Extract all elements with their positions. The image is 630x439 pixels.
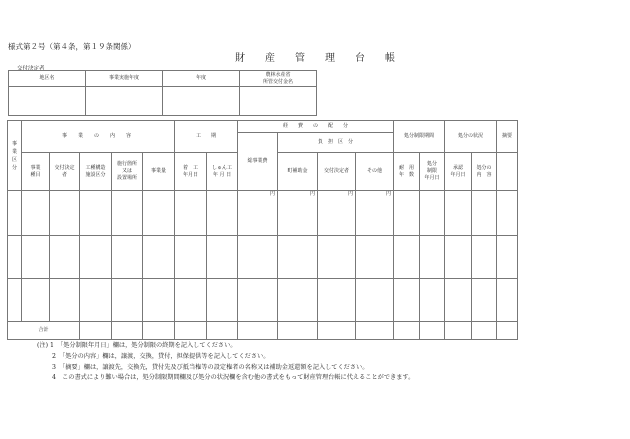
entry-cell[interactable]	[420, 279, 445, 322]
disposal-limit-date-header: 処分 制限 年月日	[420, 153, 445, 191]
entry-cell[interactable]	[207, 236, 238, 279]
business-content-header: 事 業 の 内 容	[22, 121, 175, 153]
entry-cell[interactable]	[143, 322, 175, 340]
total-row	[8, 322, 518, 340]
entry-cell[interactable]	[420, 236, 445, 279]
entry-cell[interactable]	[143, 191, 175, 236]
entry-cell[interactable]	[50, 236, 80, 279]
other-burden-header: その他	[356, 153, 394, 191]
table-row	[8, 236, 518, 279]
form-number: 様式第２号（第４条，第１９条関係）	[8, 42, 136, 51]
entry-cell[interactable]	[175, 191, 207, 236]
notes-section	[37, 341, 414, 384]
note-3: 3 「摘要」欄は，譲渡先，交換先，貸付先及び抵当権等の設定権者の名称又は補助金返還額を記入してください。	[52, 363, 369, 371]
entry-cell[interactable]	[207, 191, 238, 236]
disposal-limit-period-header: 処分制限期間	[394, 121, 445, 153]
entry-cell[interactable]	[445, 236, 472, 279]
useful-years-header: 耐 用 年 数	[394, 153, 420, 191]
entry-cell[interactable]	[472, 279, 497, 322]
disposal-status-header: 処分の状況	[445, 121, 497, 153]
table-row	[8, 191, 518, 236]
entry-cell[interactable]	[278, 322, 318, 340]
entry-cell[interactable]	[8, 191, 22, 236]
entry-cell[interactable]	[143, 279, 175, 322]
entry-cell[interactable]	[497, 236, 518, 279]
district-name-header: 地区名	[9, 71, 86, 87]
construction-period-header: 工 期	[175, 121, 238, 153]
entry-cell[interactable]	[394, 191, 420, 236]
entry-cell[interactable]	[80, 322, 112, 340]
entry-cell[interactable]	[394, 279, 420, 322]
entry-cell[interactable]	[8, 279, 22, 322]
construction-category-header: 工種構造 施設区分	[80, 153, 112, 191]
implementation-year-header: 事業実施年度	[86, 71, 163, 87]
header-info-table	[8, 70, 317, 116]
entry-cell[interactable]	[497, 191, 518, 236]
entry-cell[interactable]	[22, 279, 50, 322]
ministry-grant-name-header: 農林水産省 所管交付金名	[240, 71, 317, 87]
entry-cell[interactable]	[278, 236, 318, 279]
total-label: 合計	[8, 322, 80, 340]
table-row	[8, 279, 518, 322]
quantity-header: 事業量	[143, 153, 175, 191]
entry-cell[interactable]	[175, 236, 207, 279]
property-ledger-table	[7, 120, 518, 340]
entry-cell[interactable]	[497, 322, 518, 340]
business-type-header: 事業 種目	[22, 153, 50, 191]
entry-cell[interactable]	[394, 322, 420, 340]
entry-cell[interactable]	[356, 279, 394, 322]
entry-cell[interactable]	[238, 279, 278, 322]
document-title: 財 産 管 理 台 帳	[235, 53, 395, 64]
implementation-year-cell[interactable]	[86, 87, 163, 116]
entry-cell[interactable]	[318, 322, 356, 340]
disposal-content-header: 処分の 内 容	[472, 153, 497, 191]
other-yen[interactable]: 円	[356, 191, 394, 236]
entry-cell[interactable]	[207, 279, 238, 322]
entry-cell[interactable]	[356, 236, 394, 279]
town-subsidy-yen[interactable]: 円	[278, 191, 318, 236]
entry-cell[interactable]	[445, 279, 472, 322]
grant-decider-yen[interactable]: 円	[318, 191, 356, 236]
entry-cell[interactable]	[8, 236, 22, 279]
entry-cell[interactable]	[22, 191, 50, 236]
remarks-subheader	[497, 153, 518, 191]
total-cost-header: 総事業費	[238, 133, 278, 191]
entry-cell[interactable]	[318, 279, 356, 322]
burden-category-header: 負 担 区 分	[278, 133, 394, 153]
completion-date-header: しゅん工 年 月 日	[207, 153, 238, 191]
entry-cell[interactable]	[472, 236, 497, 279]
entry-cell[interactable]	[175, 322, 207, 340]
entry-cell[interactable]	[50, 191, 80, 236]
note-4: 4 この書式により難い場合は，処分制限期間欄及び処分の状況欄を含む他の書式をもって財産管理台帳に代えることができます。	[52, 374, 415, 382]
note-1: (注) 1 「処分制限年月日」欄は，処分制限の終期を記入してください。	[37, 342, 237, 349]
start-date-header: 着 工 年月日	[175, 153, 207, 191]
entry-cell[interactable]	[143, 236, 175, 279]
entry-cell[interactable]	[80, 191, 112, 236]
remarks-header: 摘要	[497, 121, 518, 153]
entry-cell[interactable]	[356, 322, 394, 340]
entry-cell[interactable]	[318, 236, 356, 279]
entry-cell[interactable]	[112, 279, 143, 322]
fiscal-year-cell[interactable]	[163, 87, 240, 116]
ministry-grant-name-cell[interactable]	[240, 87, 317, 116]
note-2: 2 「処分の内容」欄は，譲渡，交換，貸付，担保提供等を記入してください。	[52, 352, 270, 360]
total-cost-yen[interactable]: 円	[238, 191, 278, 236]
town-subsidy-header: 町補助金	[278, 153, 318, 191]
business-category-header: 事 業 区 分	[8, 121, 22, 191]
entry-cell[interactable]	[420, 191, 445, 236]
entry-cell[interactable]	[497, 279, 518, 322]
grant-decider-burden-header: 交付決定者	[318, 153, 356, 191]
entry-cell[interactable]	[445, 322, 472, 340]
district-name-cell[interactable]	[9, 87, 86, 116]
entry-cell[interactable]	[238, 322, 278, 340]
entry-cell[interactable]	[207, 322, 238, 340]
entry-cell[interactable]	[445, 191, 472, 236]
entry-cell[interactable]	[50, 279, 80, 322]
expense-allocation-header: 経 費 の 配 分	[238, 121, 394, 133]
entry-cell[interactable]	[112, 236, 143, 279]
entry-cell[interactable]	[472, 191, 497, 236]
entry-cell[interactable]	[394, 236, 420, 279]
approval-date-header: 承認 年月日	[445, 153, 472, 191]
entry-cell[interactable]	[22, 236, 50, 279]
entry-cell[interactable]	[472, 322, 497, 340]
entry-cell[interactable]	[112, 322, 143, 340]
entry-cell[interactable]	[80, 279, 112, 322]
fiscal-year-header: 年度	[163, 71, 240, 87]
entry-cell[interactable]	[112, 191, 143, 236]
entry-cell[interactable]	[175, 279, 207, 322]
entry-cell[interactable]	[238, 236, 278, 279]
entry-cell[interactable]	[80, 236, 112, 279]
location-header: 施行箇所 又は 設置場所	[112, 153, 143, 191]
entry-cell[interactable]	[278, 279, 318, 322]
entry-cell[interactable]	[420, 322, 445, 340]
grant-decider-header: 交付決定 者	[50, 153, 80, 191]
grant-decider-label: 交付決定者	[17, 66, 45, 72]
